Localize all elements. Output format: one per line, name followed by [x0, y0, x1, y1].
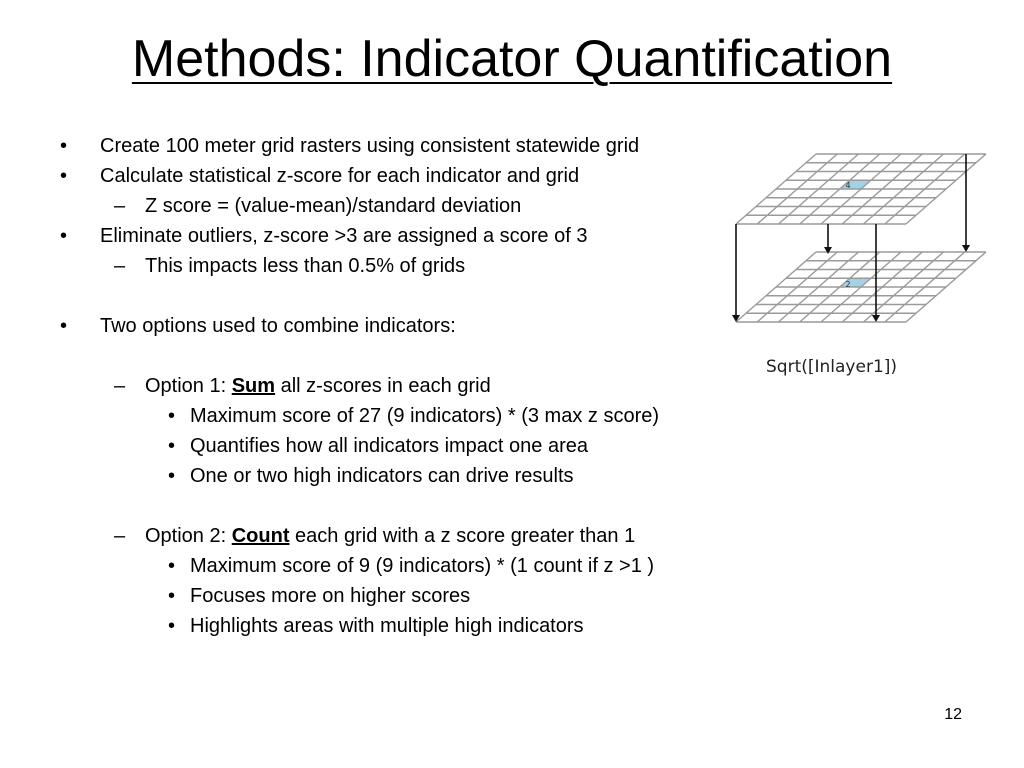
option-1-prefix: Option 1:	[145, 375, 232, 397]
figure-caption: Sqrt([Inlayer1])	[766, 357, 898, 377]
bullet-marker: •	[168, 465, 176, 487]
arrow-head	[872, 315, 880, 322]
bullet-marker: •	[168, 585, 176, 607]
option-2-item-text: Maximum score of 9 (9 indicators) * (1 count if z >1 )	[190, 555, 655, 577]
sub-bullet-text: Z score = (value-mean)/standard deviation	[145, 195, 522, 217]
bottom-raster-layer	[736, 252, 986, 322]
bullet-marker: •	[60, 135, 68, 157]
dash-marker: –	[114, 195, 126, 217]
bullet-marker: •	[168, 405, 176, 427]
sub-bullet-text: This impacts less than 0.5% of grids	[145, 255, 466, 277]
arrow-head	[732, 315, 740, 322]
top-cell-value: 4	[845, 181, 851, 190]
bullet-text: Create 100 meter grid rasters using consistent statewide grid	[100, 135, 640, 157]
bullet-marker: •	[60, 165, 68, 187]
bullet-marker: •	[168, 435, 176, 457]
option-2-item-text: Highlights areas with multiple high indicators	[190, 615, 584, 637]
bullet-marker: •	[168, 555, 176, 577]
option-2-item-text: Focuses more on higher scores	[190, 585, 471, 607]
top-raster-layer	[736, 154, 986, 224]
arrow-head	[824, 247, 832, 254]
bullet-marker: •	[60, 315, 68, 337]
option-1-text	[145, 373, 491, 399]
arrow-head	[962, 245, 970, 252]
raster-layers-figure	[718, 142, 988, 382]
bullet-marker: •	[168, 615, 176, 637]
option-2-suffix: each grid with a z score greater than 1	[289, 525, 636, 547]
bottom-cell-value: 2	[845, 280, 851, 289]
option-2-prefix: Option 2:	[145, 525, 232, 547]
option-2-keyword: Count	[231, 525, 290, 547]
option-1-suffix: all z-scores in each grid	[275, 375, 491, 397]
option-1-item-text: Quantifies how all indicators impact one area	[190, 435, 588, 457]
dash-marker: –	[114, 255, 126, 277]
bullet-marker: •	[60, 225, 68, 247]
bullet-text: Two options used to combine indicators:	[100, 315, 456, 337]
slide-number: 12	[944, 706, 962, 723]
option-1-item-text: Maximum score of 27 (9 indicators) * (3 max z score)	[190, 405, 660, 427]
option-1-item-text: One or two high indicators can drive results	[190, 465, 574, 487]
bullet-text: Calculate statistical z-score for each indicator and grid	[100, 165, 580, 187]
dash-marker: –	[114, 375, 126, 397]
bullet-text: Eliminate outliers, z-score >3 are assigned a score of 3	[100, 225, 588, 247]
option-2-text	[145, 523, 635, 549]
option-1-keyword: Sum	[231, 375, 276, 397]
slide-title: Methods: Indicator Quantification	[131, 30, 893, 88]
dash-marker: –	[114, 525, 126, 547]
